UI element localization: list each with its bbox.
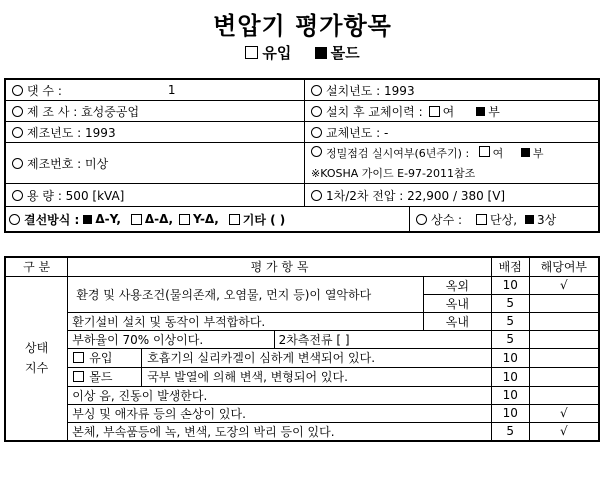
replace-year: 교체년도 : - xyxy=(326,125,389,140)
table-row xyxy=(5,367,599,386)
checkbox-checked-icon[interactable] xyxy=(83,215,92,224)
replace-yes: 여 xyxy=(442,104,455,119)
inspection-yes: 여 xyxy=(492,147,504,160)
checkbox-unchecked-icon[interactable] xyxy=(73,352,84,363)
circle-icon xyxy=(12,127,23,138)
checkbox-unchecked-icon[interactable] xyxy=(479,146,490,157)
checkbox-checked-icon[interactable] xyxy=(525,215,534,224)
checkbox-checked-icon[interactable] xyxy=(521,148,530,157)
score-cell: 10 xyxy=(491,386,529,404)
checkbox-unchecked-icon[interactable] xyxy=(229,214,240,225)
current-cell: 2차측전류 [ ] xyxy=(274,330,491,348)
table-row xyxy=(5,386,599,404)
score-cell: 10 xyxy=(491,276,529,294)
checkbox-unchecked-icon[interactable] xyxy=(476,214,487,225)
item-cell: 국부 발열에 의해 변색, 변형되어 있다. xyxy=(147,370,348,384)
check-cell[interactable] xyxy=(529,312,599,330)
checkbox-unchecked-icon[interactable] xyxy=(131,214,142,225)
type-selector xyxy=(0,42,605,63)
item-cell: 본체, 부속품등에 녹, 변색, 도장의 박리 등이 있다. xyxy=(68,422,491,441)
unit-count-label: 댓 수 : xyxy=(27,83,62,98)
option-mold: 몰드 xyxy=(330,44,360,62)
voltage: 1차/2차 전압 : 22,900 / 380 [V] xyxy=(326,188,506,203)
check-cell[interactable] xyxy=(529,294,599,312)
checkbox-checked-icon[interactable] xyxy=(476,107,485,116)
phase-label: 상수 : xyxy=(431,212,463,227)
check-cell[interactable]: √ xyxy=(529,422,599,441)
circle-icon xyxy=(311,146,322,157)
manufacturer: 제 조 사 : 효성중공업 xyxy=(27,104,140,119)
score-cell: 5 xyxy=(491,330,529,348)
circle-icon xyxy=(311,106,322,117)
score-cell: 5 xyxy=(491,312,529,330)
wiring-dy: Δ-Y, xyxy=(95,212,121,226)
check-cell[interactable] xyxy=(529,330,599,348)
tag-mold: 몰드 xyxy=(89,370,113,384)
score-cell: 10 xyxy=(491,404,529,422)
phase-three: 3상 xyxy=(537,212,557,227)
check-cell[interactable] xyxy=(529,348,599,367)
check-cell[interactable]: √ xyxy=(529,404,599,422)
circle-icon xyxy=(311,190,322,201)
circle-icon xyxy=(416,214,427,225)
header-item: 평 가 항 목 xyxy=(68,257,491,276)
header-score: 배점 xyxy=(491,257,529,276)
circle-icon xyxy=(9,214,20,225)
option-oil: 유입 xyxy=(262,44,292,62)
circle-icon xyxy=(12,158,23,169)
item-cell: 이상 음, 진동이 발생한다. xyxy=(68,386,491,404)
category-cell: 상태 지수 xyxy=(5,276,68,441)
install-year: 설치년도 : 1993 xyxy=(326,83,415,98)
item-cell: 환경 및 사용조건(물의존재, 오염물, 먼지 등)이 열악하다 xyxy=(68,276,424,312)
item-cell: 부하율이 70% 이상이다. xyxy=(68,330,274,348)
circle-icon xyxy=(12,190,23,201)
checkbox-checked-icon[interactable] xyxy=(315,47,327,59)
check-cell[interactable] xyxy=(529,386,599,404)
header-category: 구 분 xyxy=(5,257,68,276)
page-title: 변압기 평가항목 xyxy=(213,12,392,40)
phase-single: 단상, xyxy=(490,212,518,227)
score-cell: 10 xyxy=(491,367,529,386)
table-row xyxy=(5,422,599,441)
wiring-label: 결선방식 : xyxy=(24,212,80,227)
sub-cell: 옥외 xyxy=(423,276,491,294)
replace-no: 부 xyxy=(488,104,500,119)
table-row xyxy=(5,276,599,294)
replace-history-label: 설치 후 교체이력 : xyxy=(326,104,423,119)
wiring-dd: Δ-Δ, xyxy=(144,212,174,226)
evaluation-table xyxy=(4,256,600,442)
inspection-no: 부 xyxy=(532,147,544,160)
item-cell: 환기설비 설치 및 동작이 부적합하다. xyxy=(68,312,424,330)
checkbox-unchecked-icon[interactable] xyxy=(73,371,84,382)
table-row xyxy=(5,348,599,367)
circle-icon xyxy=(12,106,23,117)
serial-number: 제조번호 : 미상 xyxy=(27,156,109,171)
table-row xyxy=(5,312,599,330)
inspection-label: 정밀점검 실시여부(6년주기) : xyxy=(326,147,470,160)
item-cell: 부싱 및 애자류 등의 손상이 있다. xyxy=(68,404,491,422)
manufacture-year: 제조년도 : 1993 xyxy=(27,125,116,140)
score-cell: 10 xyxy=(491,348,529,367)
table-header-row xyxy=(5,257,599,276)
score-cell: 5 xyxy=(491,422,529,441)
wiring-other: 기타 ( ) xyxy=(242,212,286,227)
sub-cell: 옥내 xyxy=(423,312,491,330)
circle-icon xyxy=(311,127,322,138)
check-cell[interactable] xyxy=(529,367,599,386)
tag-oil: 유입 xyxy=(89,351,113,365)
table-row xyxy=(5,404,599,422)
score-cell: 5 xyxy=(491,294,529,312)
table-row xyxy=(5,330,599,348)
circle-icon xyxy=(311,85,322,96)
kosha-note: ※KOSHA 가이드 E-97-2011참조 xyxy=(311,167,476,180)
circle-icon xyxy=(12,85,23,96)
sub-cell: 옥내 xyxy=(423,294,491,312)
checkbox-unchecked-icon[interactable] xyxy=(245,46,258,59)
info-table xyxy=(4,78,600,233)
item-cell: 호흡기의 실리카겔이 심하게 변색되어 있다. xyxy=(147,351,376,365)
unit-count-value: 1 xyxy=(167,83,176,97)
check-cell[interactable]: √ xyxy=(529,276,599,294)
wiring-yd: Y-Δ, xyxy=(193,212,219,226)
checkbox-unchecked-icon[interactable] xyxy=(429,106,440,117)
capacity: 용 량 : 500 [kVA] xyxy=(27,188,125,203)
checkbox-unchecked-icon[interactable] xyxy=(179,214,190,225)
header-check: 해당여부 xyxy=(529,257,599,276)
